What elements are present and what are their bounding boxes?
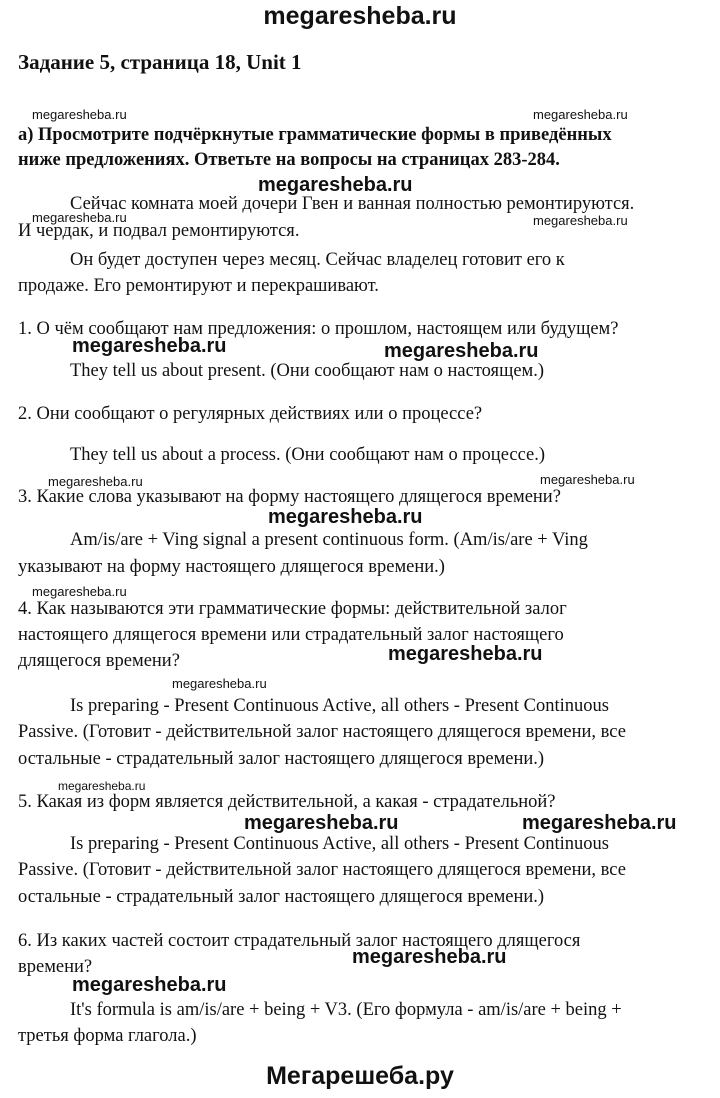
watermark: megaresheba.ru [32,584,127,599]
watermark: megaresheba.ru [72,335,227,357]
passage-line: Сейчас комната моей дочери Гвен и ванная полностью ремонтируются. [70,194,635,214]
answer-line: указывают на форму настоящего длящегося времени.) [18,557,445,577]
watermark: megaresheba.ru [533,107,628,122]
watermark: megaresheba.ru [32,107,127,122]
answer-line: It's formula is am/is/are + being + V3. (Его формула - am/is/are + being + [70,1000,622,1020]
answer-line: Passive. (Готовит - действительной залог настоящего длящегося времени, все [18,860,626,880]
watermark: megaresheba.ru [540,472,635,487]
question: длящегося времени? [18,651,180,671]
task-line-2: ниже предложениях. Ответьте на вопросы на страницах 283-284. [18,150,560,170]
task-line-1: a) Просмотрите подчёркнутые грамматические формы в приведённых [18,125,612,145]
watermark: megaresheba.ru [533,213,628,228]
watermark: megaresheba.ru [58,779,146,793]
watermark: megaresheba.ru [522,812,677,834]
watermark: megaresheba.ru [244,812,399,834]
answer-line: остальные - страдательный залог настоящего длящегося времени.) [18,749,545,769]
watermark: megaresheba.ru [32,210,127,225]
site-header[interactable]: megaresheba.ru [263,2,457,30]
question: 2. Они сообщают о регулярных действиях или о процессе? [18,404,483,424]
watermark: megaresheba.ru [268,506,423,528]
passage-line: продаже. Его ремонтируют и перекрашивают. [18,276,379,296]
question: 5. Какая из форм является действительной, а какая - страдательной? [18,792,556,812]
answer-line: третья форма глагола.) [18,1026,197,1046]
watermark: megaresheba.ru [48,474,143,489]
watermark: megaresheba.ru [388,643,543,665]
answer-line: Is preparing - Present Continuous Active, all others - Present Continuous [70,834,609,854]
question: настоящего длящегося времени или страдательный залог настоящего [18,625,564,645]
passage-line: Он будет доступен через месяц. Сейчас владелец готовит его к [70,250,565,270]
question: 3. Какие слова указывают на форму настоящего длящегося времени? [18,487,561,507]
answer-line: Passive. (Готовит - действительной залог настоящего длящегося времени, все [18,722,626,742]
question: времени? [18,957,93,977]
watermark: megaresheba.ru [72,974,227,996]
question: 6. Из каких частей состоит страдательный залог настоящего длящегося [18,931,581,951]
answer-line: Am/is/are + Ving signal a present continuous form. (Am/is/are + Ving [70,530,588,550]
answer-line: They tell us about present. (Они сообщают нам о настоящем.) [70,361,545,381]
watermark: megaresheba.ru [258,174,413,196]
question: 1. О чём сообщают нам предложения: о прошлом, настоящем или будущем? [18,319,619,339]
answer-line: остальные - страдательный залог настоящего длящегося времени.) [18,887,545,907]
passage-line: И чердак, и подвал ремонтируются. [18,221,300,241]
answer-line: Is preparing - Present Continuous Active, all others - Present Continuous [70,696,609,716]
site-footer[interactable]: Мегарешеба.ру [266,1062,454,1090]
watermark: megaresheba.ru [384,340,539,362]
question: 4. Как называются эти грамматические формы: действительной залог [18,599,567,619]
watermark: megaresheba.ru [172,676,267,691]
page-title: Задание 5, страница 18, Unit 1 [18,50,302,74]
watermark: megaresheba.ru [352,946,507,968]
answer-line: They tell us about a process. (Они сообщают нам о процессе.) [70,445,546,465]
